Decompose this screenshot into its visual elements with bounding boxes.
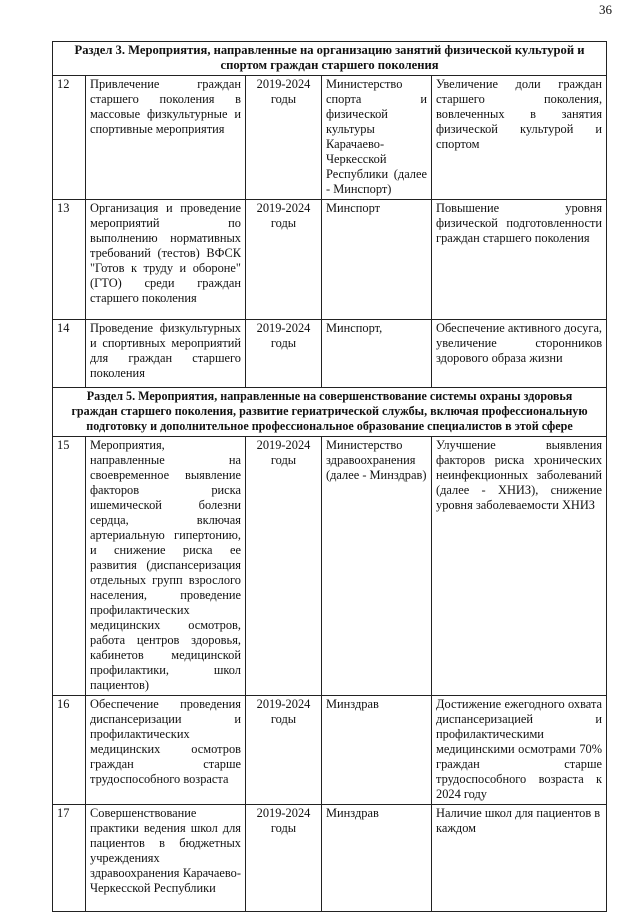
result-cell: Обеспечение активного досуга, увеличение сторонников здорового образа жизни: [432, 320, 607, 388]
period-cell: 2019-2024 годы: [246, 320, 322, 388]
row-number: 16: [53, 696, 86, 805]
table-row: [53, 76, 607, 200]
executor-cell: Министерство спорта и физической культуры Карачаево-Черкесской Республики (далее - Минспорт): [322, 76, 432, 200]
table-row: [53, 805, 607, 912]
period-cell: 2019-2024 годы: [246, 437, 322, 696]
period-cell: 2019-2024 годы: [246, 696, 322, 805]
section-5-title-line-1: Раздел 5. Мероприятия, направленные на совершенствование системы охраны здоровья: [86, 389, 573, 403]
activity-cell: Мероприятия, направленные на своевременное выявление факторов риска ишемической болезни сердца, включая артериальную гипертонию, и снижение риска ее развития (диспансеризация отдельных групп взрослого населения, проведение профилактических медицинских осмотров, работа центров здоровья, кабинетов медицинской профилактики, школ пациентов): [86, 437, 246, 696]
section-3-title-line-1: Раздел 3. Мероприятия, направленные на организацию занятий физической культурой и: [74, 43, 585, 57]
period-cell: 2019-2024 годы: [246, 200, 322, 320]
activity-cell: Проведение физкультурных и спортивных мероприятий для граждан старшего поколения: [86, 320, 246, 388]
row-number: 15: [53, 437, 86, 696]
result-cell: Достижение ежегодного охвата диспансеризацией и профилактическими медицинскими осмотрами 70% граждан старше трудоспособного возраста к 2024 году: [432, 696, 607, 805]
section-3-title: [53, 42, 607, 76]
measures-table: [52, 41, 607, 912]
section-5-title-line-2: граждан старшего поколения, развитие гериатрической службы, включая профессиональную: [71, 404, 588, 418]
row-number: 12: [53, 76, 86, 200]
row-number: 13: [53, 200, 86, 320]
table-row: [53, 200, 607, 320]
activity-cell: Обеспечение проведения диспансеризации и профилактических медицинских осмотров граждан старше трудоспособного возраста: [86, 696, 246, 805]
page-number: 36: [599, 2, 612, 17]
executor-cell: Минспорт: [322, 200, 432, 320]
section-3-title-line-2: спортом граждан старшего поколения: [220, 58, 439, 72]
executor-cell: Минспорт,: [322, 320, 432, 388]
executor-cell: Минздрав: [322, 805, 432, 912]
result-cell: Наличие школ для пациентов в каждом: [432, 805, 607, 912]
table-row: [53, 437, 607, 696]
result-cell: Улучшение выявления факторов риска хронических неинфекционных заболеваний (далее - ХНИЗ), снижение уровня заболеваемости ХНИЗ: [432, 437, 607, 696]
section-5-title-line-3: подготовку и дополнительное профессиональное образование специалистов в этой сфере: [86, 419, 573, 433]
table-row: [53, 320, 607, 388]
row-number: 17: [53, 805, 86, 912]
activity-cell: Совершенствование практики ведения школ для пациентов в бюджетных учреждениях здравоохранения Карачаево-Черкесской Республики: [86, 805, 246, 912]
result-cell: Увеличение доли граждан старшего поколения, вовлеченных в занятия физической культурой и спортом: [432, 76, 607, 200]
result-cell: Повышение уровня физической подготовленности граждан старшего поколения: [432, 200, 607, 320]
period-cell: 2019-2024 годы: [246, 805, 322, 912]
activity-cell: Организация и проведение мероприятий по выполнению нормативных требований (тестов) ВФСК "Готов к труду и обороне" (ГТО) среди граждан старшего поколения: [86, 200, 246, 320]
executor-cell: Минздрав: [322, 696, 432, 805]
activity-cell: Привлечение граждан старшего поколения в массовые физкультурные и спортивные мероприятия: [86, 76, 246, 200]
section-5-title: [53, 388, 607, 437]
row-number: 14: [53, 320, 86, 388]
section-3-header: [53, 42, 607, 76]
period-cell: 2019-2024 годы: [246, 76, 322, 200]
table-row: [53, 696, 607, 805]
executor-cell: Министерство здравоохранения (далее - Минздрав): [322, 437, 432, 696]
section-5-header: [53, 388, 607, 437]
